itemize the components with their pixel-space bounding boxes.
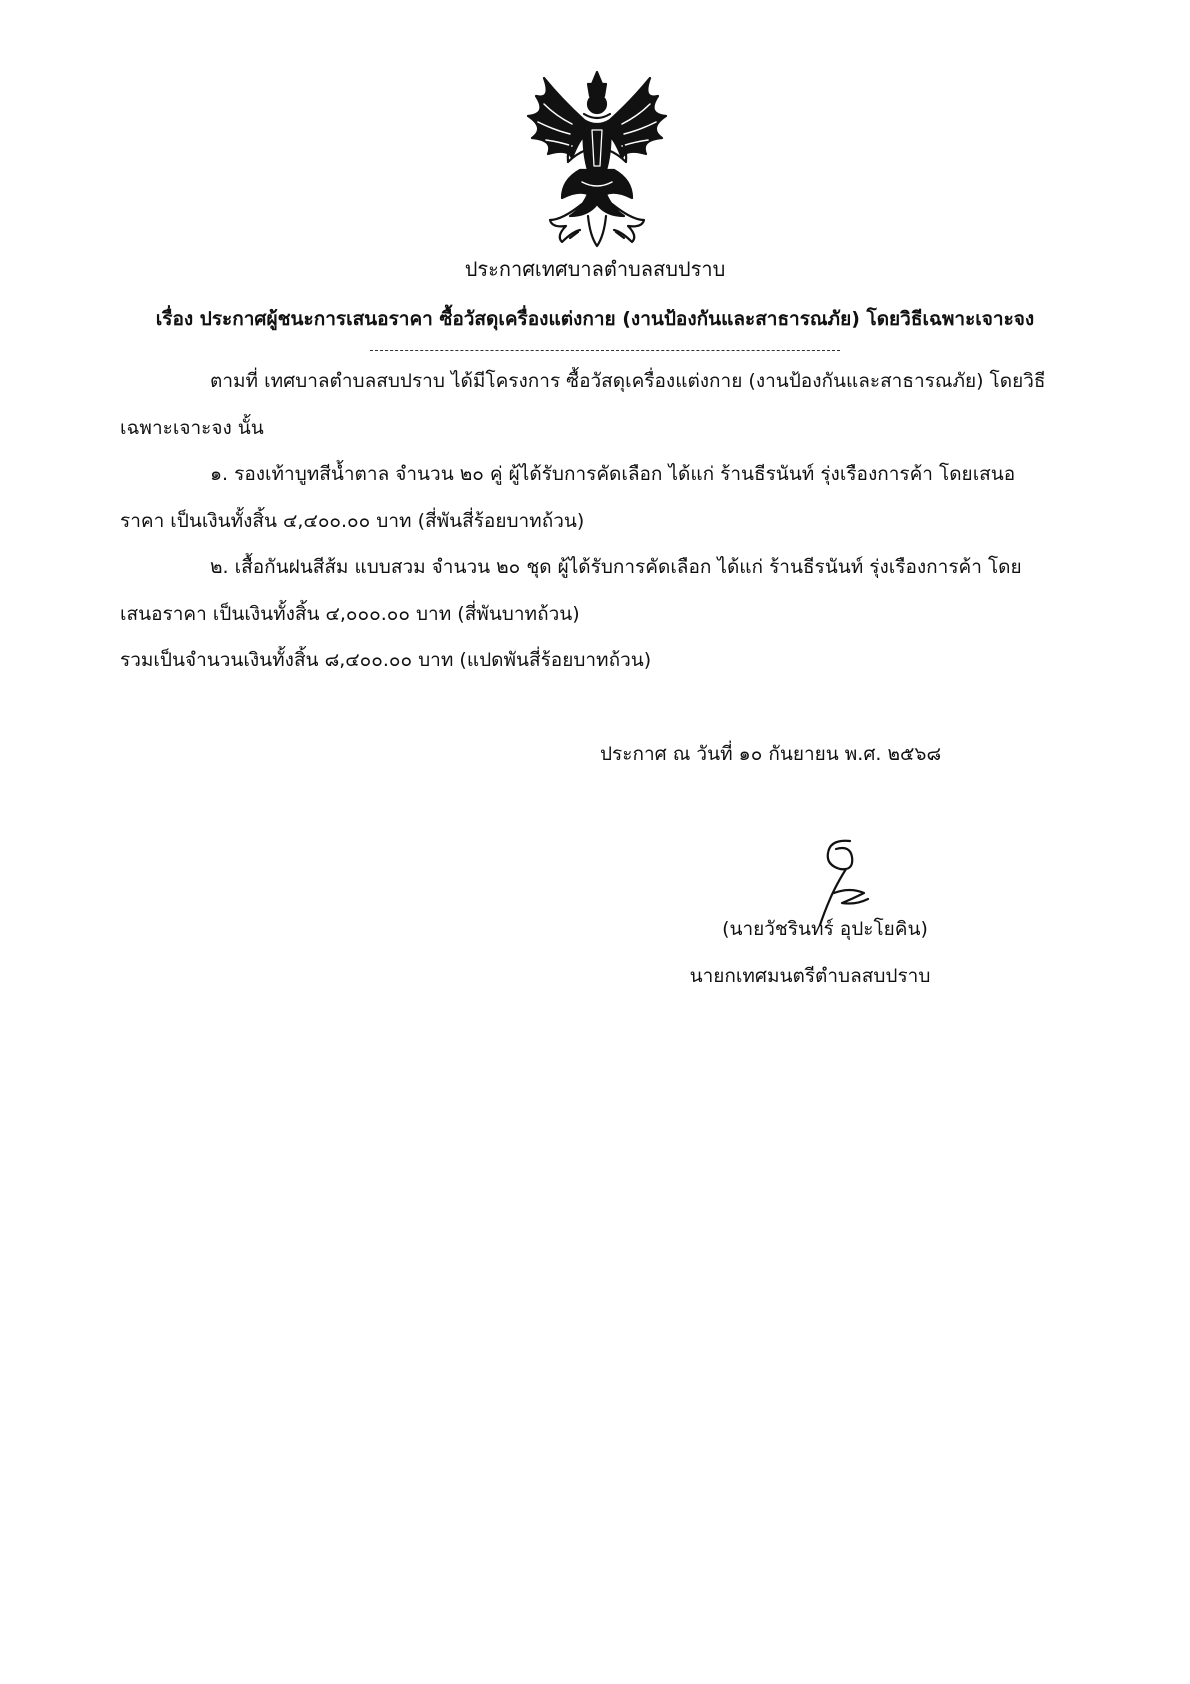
announcement-title: ประกาศเทศบาลตำบลสบปราบ: [464, 257, 726, 281]
signer-name: (นายวัชรินทร์ อุปะโยคิน): [722, 918, 928, 940]
item-2-line2: เสนอราคา เป็นเงินทั้งสิ้น ๔,๐๐๐.๐๐ บาท (สี่พันบาทถ้วน): [120, 603, 580, 625]
intro-paragraph-line1: ตามที่ เทศบาลตำบลสบปราบ ได้มีโครงการ ซื้อวัสดุเครื่องแต่งกาย (งานป้องกันและสาธารณภัย) โดยวิธี: [210, 370, 1046, 392]
signer-position: นายกเทศมนตรีตำบลสบปราบ: [689, 965, 931, 987]
announcement-subject: เรื่อง ประกาศผู้ชนะการเสนอราคา ซื้อวัสดุเครื่องแต่งกาย (งานป้องกันและสาธารณภัย) โดยวิธีเฉพาะเจาะจง: [155, 308, 1035, 330]
intro-paragraph-line2: เฉพาะเจาะจง นั้น: [120, 417, 264, 439]
announcement-date: ประกาศ ณ วันที่ ๑๐ กันยายน พ.ศ. ๒๕๖๘: [600, 743, 942, 765]
divider-line: [370, 350, 840, 351]
item-1-line1: ๑. รองเท้าบูทสีน้ำตาล จำนวน ๒๐ คู่ ผู้ได้รับการคัดเลือก ได้แก่ ร้านธีรนันท์ รุ่งเรืองการค้า โดยเสนอ: [210, 463, 1016, 485]
total-amount: รวมเป็นจำนวนเงินทั้งสิ้น ๘,๔๐๐.๐๐ บาท (แปดพันสี่ร้อยบาทถ้วน): [120, 649, 652, 671]
item-1-line2: ราคา เป็นเงินทั้งสิ้น ๔,๔๐๐.๐๐ บาท (สี่พันสี่ร้อยบาทถ้วน): [120, 510, 585, 532]
item-2-line1: ๒. เสื้อกันฝนสีส้ม แบบสวม จำนวน ๒๐ ชุด ผู้ได้รับการคัดเลือก ได้แก่ ร้านธีรนันท์ รุ่งเรืองการค้า โดย: [210, 556, 1022, 578]
garuda-emblem-icon: [522, 70, 672, 248]
